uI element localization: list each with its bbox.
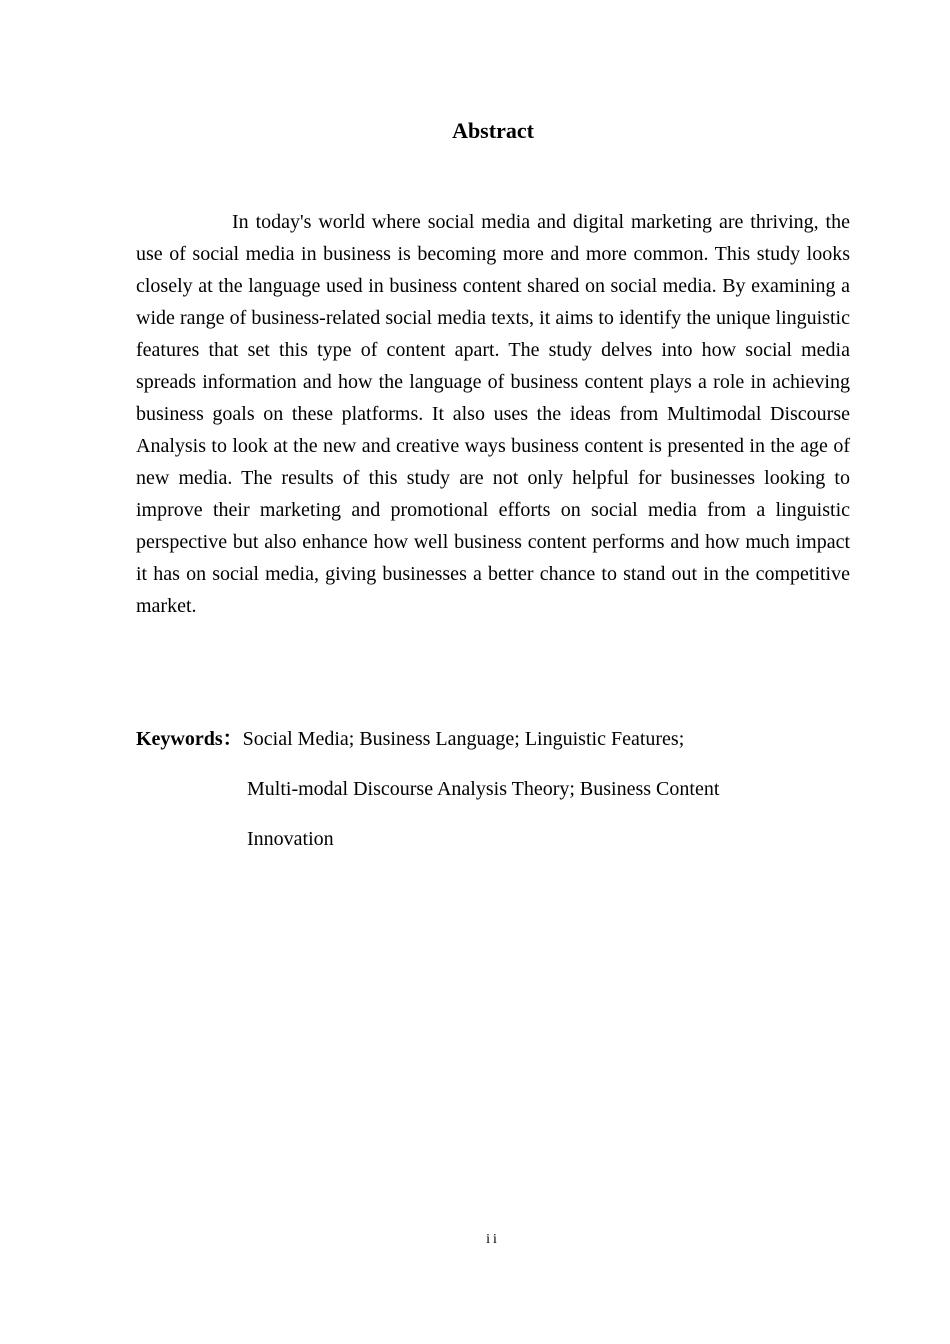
abstract-body: In today's world where social media and digital marketing are thriving, the use of social media in business is becoming more and more common. This study looks closely at the language used in business content shared on social media. By examining a wide range of business-related social media texts, it aims to identify the unique linguistic features that set this type of content apart. The study delves into how social media spreads information and how the language of business content plays a role in achieving business goals on these platforms. It also uses the ideas from Multimodal Discourse Analysis to look at the new and creative ways business content is presented in the age of new media. The results of this study are not only helpful for businesses looking to improve their marketing and promotional efforts on social media from a linguistic perspective but also enhance how well business content performs and how much impact it has on social media, giving businesses a better chance to stand out in the competitive market. bbox=[136, 211, 850, 617]
keywords-label: Keywords： bbox=[136, 728, 243, 750]
keywords-text-2: Multi-modal Discourse Analysis Theory; Business Content bbox=[247, 778, 720, 800]
keywords-text-3: Innovation bbox=[247, 828, 334, 850]
abstract-title: Abstract bbox=[452, 118, 534, 143]
keywords-line bbox=[136, 724, 684, 754]
page-number: ii bbox=[486, 1232, 500, 1247]
keywords-text-1: Social Media; Business Language; Linguistic Features; bbox=[242, 728, 685, 750]
